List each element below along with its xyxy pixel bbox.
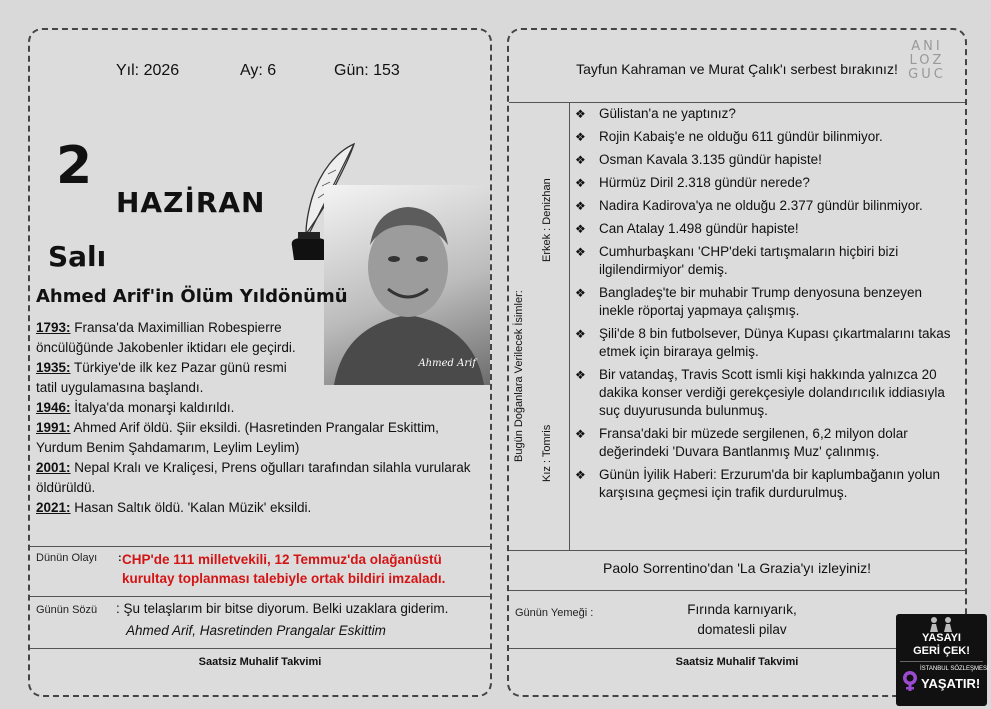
bullet-icon: ❖ — [575, 176, 586, 190]
history-event — [36, 458, 476, 498]
event-year: 2021: — [36, 500, 71, 515]
month-name: HAZİRAN — [116, 186, 266, 219]
news-item: ❖ Şili'de 8 bin futbolsever, Dünya Kupası çıkartmalarını takas etmek için biraraya gelmiş. — [575, 326, 951, 359]
bullet-icon: ❖ — [575, 245, 586, 259]
bullet-icon: ❖ — [575, 130, 586, 144]
bullet-icon: ❖ — [575, 368, 586, 382]
history-event — [36, 358, 306, 398]
bullet-icon: ❖ — [575, 427, 586, 441]
anniversary-title: Ahmed Arif'in Ölüm Yıldönümü — [36, 286, 348, 307]
news-item: ❖ Osman Kavala 3.135 gündür hapiste! — [575, 152, 822, 167]
olay-colon: : — [118, 552, 122, 564]
olay-text-2: kurultay toplanması talebiyle ortak bildiri imzaladı. — [122, 571, 446, 586]
event-year: 1793: — [36, 320, 71, 335]
event-year: 2001: — [36, 460, 71, 475]
badge-line-2: GERİ ÇEK! — [913, 645, 970, 657]
bullet-icon: ❖ — [575, 222, 586, 236]
weekday-name: Salı — [48, 240, 107, 273]
top-banner: Tayfun Kahraman ve Murat Çalık'ı serbest bırakınız! — [576, 61, 898, 77]
event-text: Nepal Kralı ve Kraliçesi, Prens oğulları tarafından silahla vurularak öldürüldü. — [36, 460, 471, 495]
istanbul-convention-badge — [896, 614, 987, 706]
female-name: Kız : Tomris — [541, 424, 553, 482]
year-label: Yıl: 2026 — [116, 62, 180, 79]
history-event — [36, 498, 476, 518]
news-item: ❖ Can Atalay 1.498 gündür hapiste! — [575, 221, 799, 236]
event-text: Fransa'da Maximillian Robespierre öncülüğünde Jakobenler iktidarı ele geçirdi. — [36, 320, 296, 355]
soz-author: Ahmed Arif, Hasretinden Prangalar Eskittim — [126, 623, 386, 638]
news-item: ❖ Günün İyilik Haberi: Erzurum'da bir kaplumbağanın yolun karşısına geçmesi için trafik durdurulmuş. — [575, 467, 941, 500]
bullet-icon: ❖ — [575, 153, 586, 167]
left-footer: Saatsiz Muhalif Takvimi — [198, 656, 322, 668]
event-text: İtalya'da monarşi kaldırıldı. — [70, 400, 235, 415]
history-event — [36, 398, 476, 418]
food-label: Günün Yemeği : — [515, 607, 594, 619]
male-name: Erkek : Denizhan — [541, 178, 553, 262]
right-footer: Saatsiz Muhalif Takvimi — [675, 656, 799, 668]
right-page — [507, 28, 967, 697]
bullet-icon: ❖ — [575, 286, 586, 300]
news-item: ❖ Fransa'daki bir müzede sergilenen, 6,2 milyon dolar değerindeki 'Duvara Bantlanmış Muz' çalınmış. — [575, 426, 908, 459]
soz-text: : Şu telaşlarım bir bitse diyorum. Belki uzaklara giderim. — [116, 601, 449, 616]
news-item: ❖ Nadira Kadirova'ya ne olduğu 2.377 gündür bilinmiyor. — [575, 198, 923, 213]
event-text: Ahmed Arif öldü. Şiir eksildi. (Hasretinden Prangalar Eskittim, Yurdum Benim Şahdamarım, Leylim Leylim) — [36, 420, 439, 455]
women-silhouette-icon — [896, 614, 987, 632]
food-text: Fırında karnıyarık, domatesli pilav — [687, 602, 797, 637]
news-item: ❖ Hürmüz Diril 2.318 gündür nerede? — [575, 175, 810, 190]
history-event — [36, 418, 476, 458]
news-item: ❖ Rojin Kabaiş'e ne olduğu 611 gündür bilinmiyor. — [575, 129, 883, 144]
badge-line-4: YAŞATIR! — [921, 676, 981, 691]
soz-label: Günün Sözü — [36, 604, 98, 616]
left-page — [28, 28, 492, 697]
event-text: Hasan Saltık öldü. 'Kalan Müzik' eksildi. — [70, 500, 312, 515]
bullet-icon: ❖ — [575, 107, 586, 121]
anilozguc-logo: ANI LOZ GUC — [908, 39, 946, 82]
badge-line-1: YASAYI — [922, 632, 961, 644]
news-list — [575, 105, 957, 507]
event-text: Türkiye'de ilk kez Pazar günü resmi tatil uygulamasına başlandı. — [36, 360, 287, 395]
badge-line-3: İSTANBUL SÖZLEŞMESİ — [920, 666, 989, 672]
female-symbol-icon — [900, 670, 920, 692]
date-header — [30, 62, 490, 86]
history-event — [36, 318, 336, 358]
month-label: Ay: 6 — [240, 62, 277, 79]
photo-caption: Ahmed Arif — [418, 358, 476, 369]
news-item: ❖ Bir vatandaş, Travis Scott ismli kişi hakkında yalnızca 20 dakika konser verdiği gerekçesiyle dolandırıcılık iddiasıyla suç duyurusunda bulunmuş. — [575, 367, 945, 418]
olay-label: Dünün Olayı — [36, 552, 98, 564]
event-year: 1935: — [36, 360, 71, 375]
event-year: 1991: — [36, 420, 71, 435]
bullet-icon: ❖ — [575, 468, 586, 482]
names-title: Bugün Doğanlara Verilecek İsimler: — [513, 290, 525, 462]
history-events — [36, 318, 476, 518]
bullet-icon: ❖ — [575, 327, 586, 341]
day-number: 2 — [56, 136, 93, 196]
day-of-year-label: Gün: 153 — [334, 62, 400, 79]
news-item: ❖ Bangladeş'te bir muhabir Trump denyosuna benzeyen inekle röportaj yapmaya çalışmış. — [575, 285, 923, 318]
film-recommendation: Paolo Sorrentino'dan 'La Grazia'yı izleyiniz! — [603, 560, 871, 576]
olay-text-1: CHP'de 111 milletvekili, 12 Temmuz'da olağanüstü — [122, 552, 442, 567]
bullet-icon: ❖ — [575, 199, 586, 213]
news-item: ❖ Cumhurbaşkanı 'CHP'deki tartışmaların hiçbiri bizi ilgilendirmiyor' demiş. — [575, 244, 899, 277]
event-year: 1946: — [36, 400, 71, 415]
news-item: ❖ Gülistan'a ne yaptınız? — [575, 106, 736, 121]
